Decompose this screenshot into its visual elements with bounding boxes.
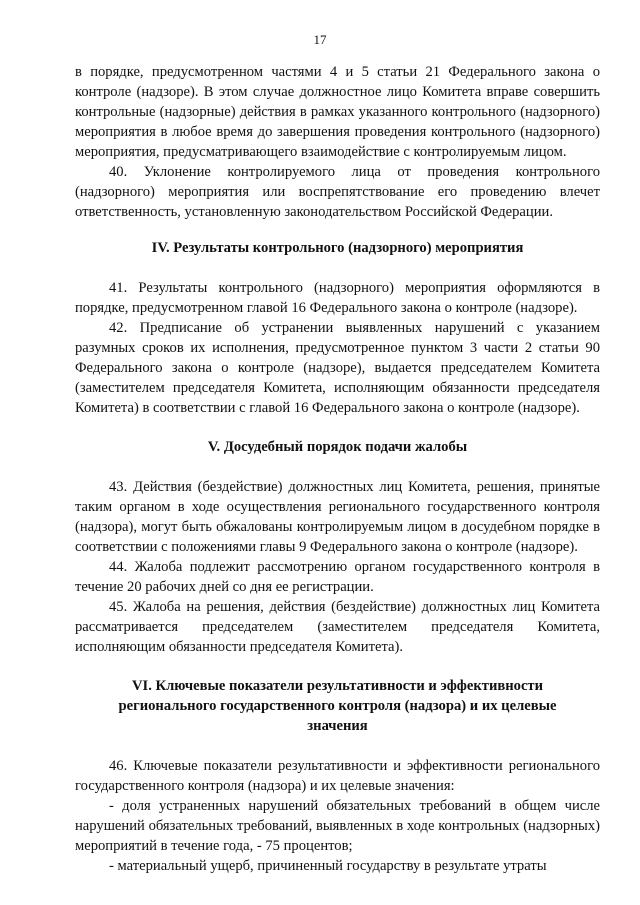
section-vi-heading — [75, 676, 600, 736]
document-body — [75, 62, 600, 876]
section-iv-heading: IV. Результаты контрольного (надзорного) мероприятия — [151, 240, 524, 256]
section-v-heading: V. Досудебный порядок подачи жалобы — [207, 439, 468, 455]
page-number: 17 — [313, 32, 327, 47]
section-vi-heading-line-1: VI. Ключевые показатели результативности и эффективности — [132, 678, 543, 694]
paragraph-41: 41. Результаты контрольного (надзорного) мероприятия оформляются в порядке, предусмотренном главой 16 Федерального закона о контроле (надзоре). — [75, 280, 600, 316]
paragraph-44: 44. Жалоба подлежит рассмотрению органом государственного контроля в течение 20 рабочих дней со дня ее регистрации. — [75, 559, 600, 595]
indicator-item-1: - доля устраненных нарушений обязательных требований в общем числе нарушений обязательных требований, выявленных в ходе контрольных (надзорных) мероприятий в течение года, - 75 процентов; — [75, 798, 600, 854]
paragraph-46: 46. Ключевые показатели результативности и эффективности регионального государственного контроля (надзора) и их целевые значения: — [75, 758, 600, 794]
paragraph-39-continuation: в порядке, предусмотренном частями 4 и 5 статьи 21 Федерального закона о контроле (надзоре). В этом случае должностное лицо Комитета вправе совершить контрольные (надзорные) действия в рамках указанного контрольного (надзорного) мероприятия в любое время до завершения проведения контрольного (надзорного) мероприятия, предусматривающего взаимодействие с контролируемым лицом. — [75, 64, 600, 160]
section-vi-heading-line-3: значения — [307, 718, 368, 734]
paragraph-42: 42. Предписание об устранении выявленных нарушений с указанием разумных сроков их исполнения, предусмотренное пунктом 3 части 2 статьи 90 Федерального закона о контроле (надзоре), выдается председателем Комитета (заместителем председателя Комитета, исполняющим обязанности председателя Комитета) в соответствии с главой 16 Федерального закона о контроле (надзоре). — [75, 320, 600, 416]
paragraph-40: 40. Уклонение контролируемого лица от проведения контрольного (надзорного) мероприятия или воспрепятствование его проведению влечет ответственность, установленную законодательством Российской Федерации. — [75, 164, 600, 220]
paragraph-43: 43. Действия (бездействие) должностных лиц Комитета, решения, принятые таким органом в ходе осуществления регионального государственного контроля (надзора), могут быть обжалованы контролируемым лицом в досудебном порядке в соответствии с положениями главы 9 Федерального закона о контроле (надзоре). — [75, 479, 600, 555]
section-vi-heading-line-2: регионального государственного контроля (надзора) и их целевые — [118, 698, 557, 714]
paragraph-45: 45. Жалоба на решения, действия (бездействие) должностных лиц Комитета рассматривается председателем (заместителем председателя Комитета, исполняющим обязанности председателя Комитета). — [75, 599, 600, 655]
indicator-item-2: - материальный ущерб, причиненный государству в результате утраты — [109, 858, 547, 874]
